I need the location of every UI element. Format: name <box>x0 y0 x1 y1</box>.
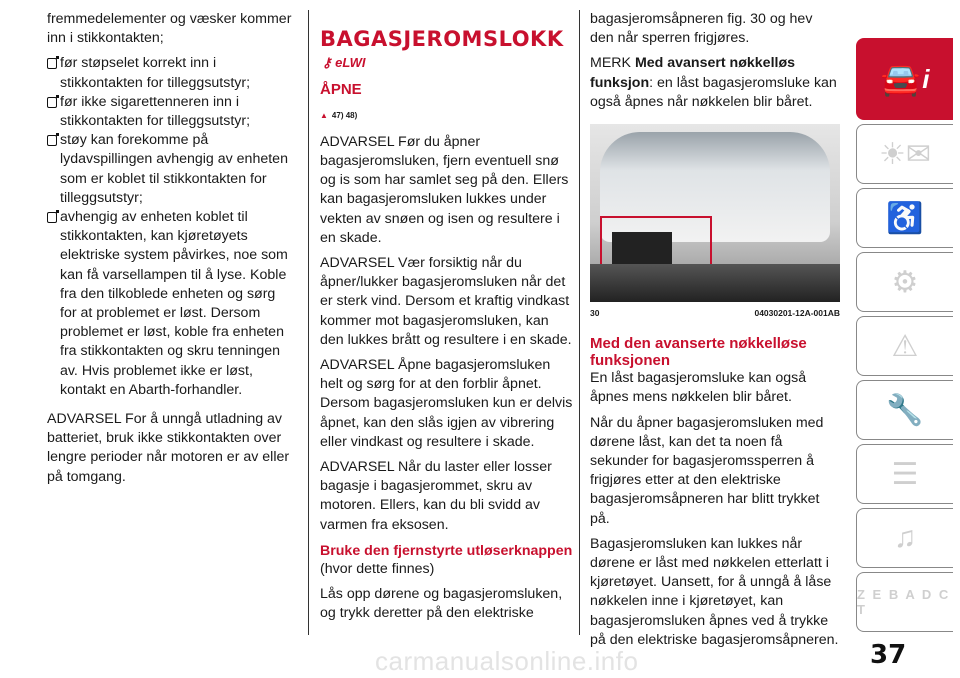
paragraph: Når du åpner bagasjeromsluken med dørene låst, kan det ta noen få sekunder for bagasjeromssperren å frigjøres etter at den elektriske bagasjeromsåpneren har blitt trykket på. <box>590 414 824 527</box>
specs-icon: ☰ <box>891 457 919 491</box>
page-number: 37 <box>870 640 907 670</box>
bumper-shape <box>590 264 840 302</box>
watermark: carmanualsonline.info <box>375 646 639 676</box>
tab-driving[interactable] <box>856 252 953 312</box>
index-icon: Z E B A D C T <box>857 587 951 617</box>
subsection-title: ÅPNE <box>320 81 362 99</box>
tab-index[interactable] <box>856 572 953 632</box>
multimedia-icon: ♫ <box>893 521 917 554</box>
paragraph: Lås opp dørene og bagasjeromsluken, og trykk deretter på den elektriske <box>320 586 563 622</box>
section-heading: Med den avanserte nøkkelløse funksjonen <box>590 335 807 370</box>
paragraph: Bagasjeromsluken kan lukkes når dørene er låst med nøkkelen etterlatt i kjøretøyet. Uansett, for å unngå å låse nøkkelen inne i kjøretøyet, kan bagasjeromsluken åpnes ved å trykke på den elektriske bagasjeromsåpneren. <box>590 535 839 648</box>
tab-car-info[interactable] <box>856 38 953 120</box>
paragraph: En låst bagasjeromsluke kan også åpnes mens nøkkelen blir båret. <box>590 370 807 406</box>
text-column-1 <box>47 10 295 493</box>
figure-caption: 30 04030201-12A-001AB <box>590 308 840 319</box>
tab-specs[interactable] <box>856 444 953 504</box>
warning-text: ADVARSEL Åpne bagasjeromsluken helt og sørg for at den forblir åpnet. Dersom bagasjeromsluken kun er delvis åpnet, kan den slås igjen av vibrering eller vindkast og resultere i skade. <box>320 357 573 450</box>
safety-airbag-icon: ♿ <box>886 201 924 235</box>
tab-lights-warnings[interactable] <box>856 124 953 184</box>
brand-logo: ⚷ eLWI <box>322 55 366 71</box>
warning-text: ADVARSEL Vær forsiktig når du åpner/lukker bagasjeromsluken når det er sterk vind. Dersom et kraftig vindkast kommer mot bagasjeromsluken, kan den lukkes brått og resultere i en skade. <box>320 255 572 348</box>
column-divider-1 <box>308 10 309 635</box>
tab-safety[interactable] <box>856 188 953 248</box>
warning-text: ADVARSEL Når du laster eller losser bagasje i bagasjerommet, skru av motoren. Ellers, kan du bli svidd av varmen fra eksosen. <box>320 459 552 533</box>
car-info-icon: 🚘 <box>880 61 921 97</box>
list-item: avhengig av enheten koblet til stikkontakten, kan kjøretøyets elektriske system påvirkes, noe som kan få varsellampen til å lyse. Koble fra den tilkoblede enheten og sørg for at problemet er løst. Dersom problemet er løst, koble fra enheten fra stikkontakten og skru tenningen av. Hvis problemet ikke er løst, kontakt en Abarth-forhandler. <box>47 208 295 400</box>
paragraph: bagasjeromsåpneren fig. 30 og hev den når sperren frigjøres. <box>590 11 813 47</box>
text-column-2 <box>320 10 575 629</box>
key-icon: ⚷ <box>322 55 332 71</box>
warning-references: ▲ 47) 48) <box>320 110 358 120</box>
tab-maintenance[interactable] <box>856 380 953 440</box>
trunk-figure <box>590 124 840 302</box>
tab-emergency[interactable] <box>856 316 953 376</box>
warning-text: ADVARSEL Før du åpner bagasjeromsluken, fjern eventuell snø og is som har samlet seg på den. Ellers kan bagasjeromsluken lukkes under vekten av snøen og isen og resultere i en skade. <box>320 133 569 246</box>
section-title: BAGASJEROMSLOKK <box>320 27 564 51</box>
column-divider-2 <box>579 10 580 635</box>
heading-note: (hvor dette finnes) <box>320 560 435 577</box>
maintenance-icon: 🔧 <box>886 393 924 427</box>
lights-warning-icon: ☀✉ <box>878 137 932 171</box>
bullet-icon <box>47 212 57 223</box>
bullet-icon <box>47 97 57 108</box>
steering-icon: ⚙ <box>891 265 919 299</box>
list-item: før ikke sigarettenneren inn i stikkontakten for tilleggsutstyr; <box>47 93 295 131</box>
chapter-tabs <box>856 38 953 636</box>
warning-ref-icon: ▲ <box>320 110 328 120</box>
bullet-icon <box>47 58 57 69</box>
list-item: støy kan forekomme på lydavspillingen avhengig av enheten som er koblet til stikkontakten for tilleggsutstyr; <box>47 131 295 208</box>
info-icon: i <box>922 63 930 94</box>
tab-multimedia[interactable] <box>856 508 953 568</box>
procedure-heading: Bruke den fjernstyrte utløserknappen <box>320 542 573 559</box>
roadside-emergency-icon: ⚠ <box>891 329 919 363</box>
note-text: MERK Med avansert nøkkelløs funksjon: en låst bagasjeromsluke kan også åpnes når nøkkelen blir båret. <box>590 55 837 110</box>
list-item: før støpselet korrekt inn i stikkontakten for tilleggsutstyr; <box>47 54 295 92</box>
warning-text: ADVARSEL For å unngå utladning av batteriet, bruk ikke stikkontakten over lengre perioder når motoren er av eller på tomgang. <box>47 411 290 485</box>
bullet-icon <box>47 135 57 146</box>
text-column-3 <box>590 10 840 656</box>
paragraph: fremmedelementer og væsker kommer inn i stikkontakten; <box>47 11 292 47</box>
